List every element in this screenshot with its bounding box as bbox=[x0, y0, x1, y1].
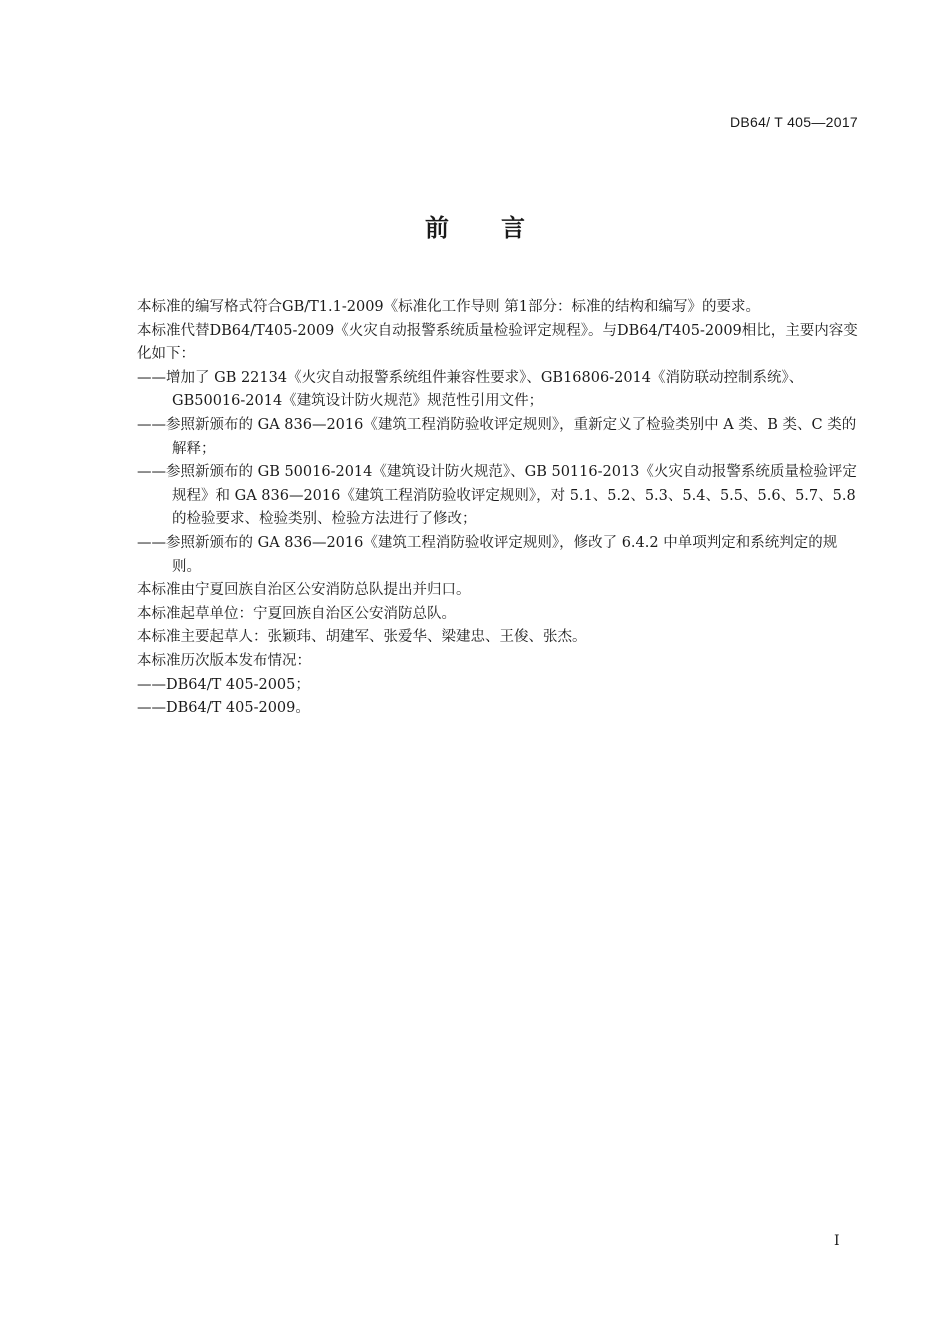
version-item: ——DB64/T 405-2005； bbox=[137, 676, 310, 693]
change-item: ——参照新颁布的 GB 50016-2014《建筑设计防火规范》、GB 50116-2013《火灾自动报警系统质量检验评定规程》和 GA 836—2016《建筑工程消防验收评定规则》，对 5.1、5.2、5.3、5.4、5.5、5.6、5.7、5.8 的检验要求、检验类别、检验方法进行了修改； bbox=[137, 464, 857, 528]
paragraph-replaces: 本标准代替DB64/T405-2009《火灾自动报警系统质量检验评定规程》。与DB64/T405-2009相比，主要内容变化如下： bbox=[137, 322, 858, 363]
change-item: ——增加了 GB 22134《火灾自动报警系统组件兼容性要求》、GB16806-2014《消防联动控制系统》、GB50016-2014《建筑设计防火规范》规范性引用文件； bbox=[137, 369, 804, 410]
paragraph-proposer: 本标准由宁夏回族自治区公安消防总队提出并归口。 bbox=[137, 582, 471, 599]
standard-code: DB64/ T 405—2017 bbox=[729, 114, 858, 130]
paragraph-drafting-unit: 本标准起草单位：宁夏回族自治区公安消防总队。 bbox=[137, 605, 456, 622]
page-number: I bbox=[834, 1233, 840, 1249]
paragraph-drafters: 本标准主要起草人：张颖玮、胡建军、张爱华、梁建忠、王俊、张杰。 bbox=[137, 629, 587, 646]
change-item: ——参照新颁布的 GA 836—2016《建筑工程消防验收评定规则》，重新定义了检验类别中 A 类、B 类、C 类的解释； bbox=[137, 416, 857, 457]
change-item: ——参照新颁布的 GA 836—2016《建筑工程消防验收评定规则》，修改了 6.4.2 中单项判定和系统判定的规则。 bbox=[137, 534, 838, 575]
paragraph-format: 本标准的编写格式符合GB/T1.1-2009《标准化工作导则 第1部分：标准的结构和编写》的要求。 bbox=[137, 299, 760, 315]
version-item: ——DB64/T 405-2009。 bbox=[137, 700, 310, 717]
foreword-body bbox=[137, 296, 859, 721]
page-title: 前言 bbox=[425, 214, 577, 242]
paragraph-history: 本标准历次版本发布情况： bbox=[137, 652, 311, 669]
